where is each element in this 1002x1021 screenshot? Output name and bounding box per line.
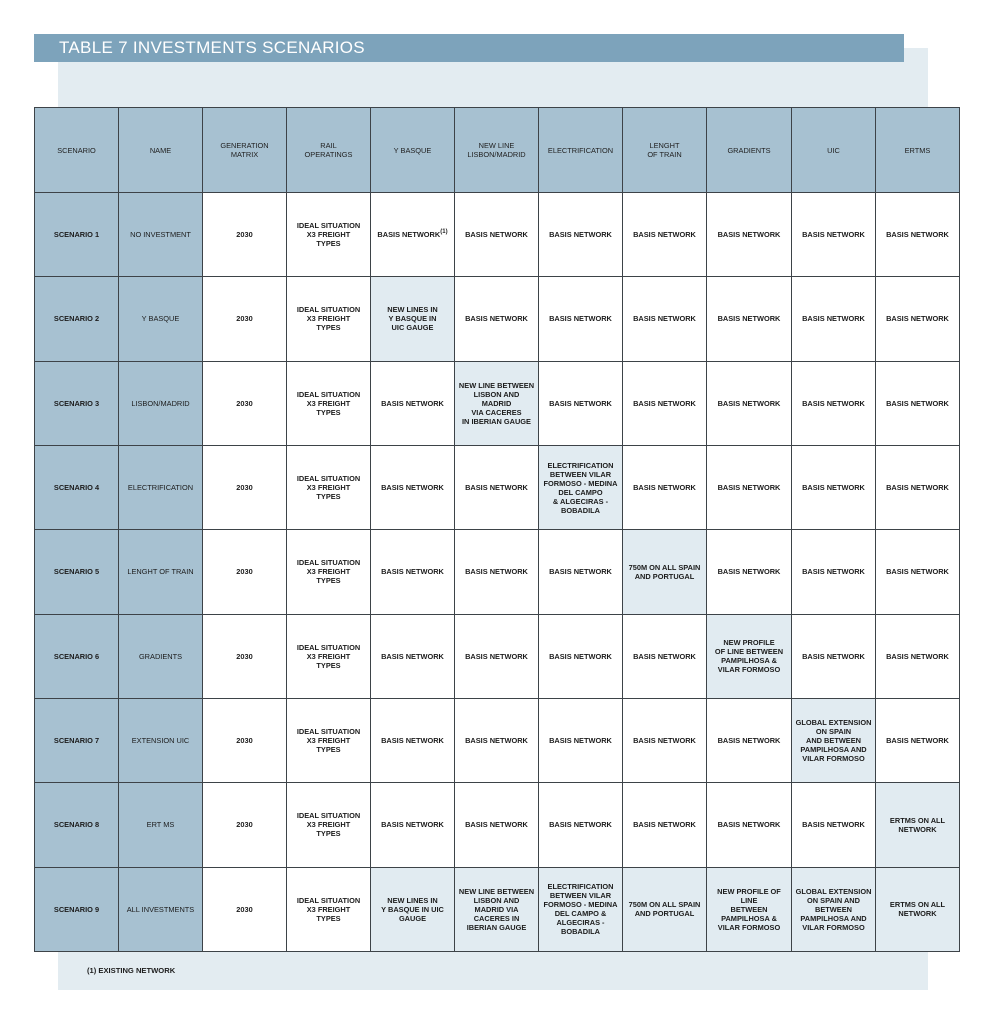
name-cell <box>119 698 203 782</box>
header-row <box>35 108 960 193</box>
cell-text: SCENARIO 2 <box>53 314 100 324</box>
scenarios-table <box>34 107 960 952</box>
rail-operatings-cell <box>287 867 371 951</box>
cell-text: NEW LINE BETWEEN LISBON AND MADRID VIA CACERES IN IBERIAN GAUGE <box>458 886 535 932</box>
cell-text: LISBON/MADRID <box>131 398 190 408</box>
cell-text: IDEAL SITUATION X3 FREIGHT TYPES <box>296 221 361 249</box>
gradients-cell <box>707 614 792 698</box>
train-length-cell <box>623 445 707 529</box>
cell-text: ALL INVESTMENTS <box>126 904 195 914</box>
gradients-cell <box>707 783 792 867</box>
cell-text: ELECTRIFICATION BETWEEN VILAR FORMOSO - MEDINA DEL CAMPO & ALGECIRAS - BOBADILA <box>543 882 618 937</box>
cell-text: 2030 <box>236 904 253 914</box>
footnote: (1) EXISTING NETWORK <box>87 966 176 975</box>
uic-cell <box>792 361 876 445</box>
col-header-generation-matrix: GENERATION MATRIX <box>203 108 287 193</box>
cell-text: BASIS NETWORK <box>381 567 444 577</box>
name-cell <box>119 193 203 277</box>
cell-text: BASIS NETWORK <box>381 736 444 746</box>
table-row <box>35 277 960 361</box>
scenario-cell <box>35 277 119 361</box>
lisbon-madrid-cell <box>455 698 539 782</box>
ertms-cell <box>876 867 960 951</box>
name-cell <box>119 867 203 951</box>
gradients-cell <box>707 445 792 529</box>
title-bar <box>34 34 904 62</box>
generation-matrix-cell <box>203 445 287 529</box>
cell-text: NEW LINES IN Y BASQUE IN UIC GAUGE <box>381 895 444 923</box>
scenario-cell <box>35 445 119 529</box>
cell-text: BASIS NETWORK <box>886 314 949 324</box>
cell-text: BASIS NETWORK <box>717 230 781 240</box>
name-cell <box>119 361 203 445</box>
electrification-cell <box>539 445 623 529</box>
y-basque-cell <box>371 361 455 445</box>
train-length-cell <box>623 530 707 614</box>
uic-cell <box>792 530 876 614</box>
col-header-name: NAME <box>119 108 203 193</box>
cell-text: BASIS NETWORK <box>717 483 781 493</box>
cell-text: BASIS NETWORK <box>886 398 949 408</box>
cell-text: BASIS NETWORK <box>717 820 781 830</box>
rail-operatings-cell <box>287 698 371 782</box>
cell-text: BASIS NETWORK <box>633 651 696 661</box>
ertms-cell <box>876 614 960 698</box>
cell-text: BASIS NETWORK <box>717 398 781 408</box>
train-length-cell <box>623 277 707 361</box>
cell-text: BASIS NETWORK <box>465 820 528 830</box>
cell-text: SCENARIO 8 <box>53 820 100 830</box>
col-header-electrification: ELECTRIFICATION <box>539 108 623 193</box>
cell-text: BASIS NETWORK <box>633 398 696 408</box>
table-row <box>35 614 960 698</box>
cell-text: NEW PROFILE OF LINE BETWEEN PAMPILHOSA & VILAR FORMOSO <box>714 638 784 675</box>
cell-text: EXTENSION UIC <box>131 736 190 746</box>
gradients-cell <box>707 698 792 782</box>
cell-text: BASIS NETWORK <box>633 230 696 240</box>
gradients-cell <box>707 530 792 614</box>
ertms-cell <box>876 783 960 867</box>
cell-text: BASIS NETWORK <box>465 230 528 240</box>
cell-text: IDEAL SITUATION X3 FREIGHT TYPES <box>296 895 361 923</box>
cell-text: 2030 <box>236 651 253 661</box>
uic-cell <box>792 277 876 361</box>
col-header-gradients: GRADIENTS <box>707 108 792 193</box>
cell-text: BASIS NETWORK <box>633 820 696 830</box>
generation-matrix-cell <box>203 867 287 951</box>
cell-text: BASIS NETWORK <box>717 736 781 746</box>
cell-text: GRADIENTS <box>138 651 183 661</box>
y-basque-cell <box>371 193 455 277</box>
cell-text: ERTMS ON ALL NETWORK <box>889 815 946 834</box>
col-header-uic: UIC <box>792 108 876 193</box>
cell-text: BASIS NETWORK <box>802 651 865 661</box>
cell-text: BASIS NETWORK <box>802 230 865 240</box>
cell-text: BASIS NETWORK <box>717 567 781 577</box>
cell-text: 2030 <box>236 398 253 408</box>
cell-text: LENGHT OF TRAIN <box>127 567 194 577</box>
generation-matrix-cell <box>203 361 287 445</box>
cell-text: IDEAL SITUATION X3 FREIGHT TYPES <box>296 558 361 586</box>
cell-text: 2030 <box>236 314 253 324</box>
col-header-scenario: SCENARIO <box>35 108 119 193</box>
cell-text: BASIS NETWORK <box>549 736 612 746</box>
generation-matrix-cell <box>203 614 287 698</box>
table-row <box>35 783 960 867</box>
cell-text: 2030 <box>236 820 253 830</box>
table-row <box>35 445 960 529</box>
cell-text: BASIS NETWORK <box>802 314 865 324</box>
ertms-cell <box>876 361 960 445</box>
y-basque-cell <box>371 614 455 698</box>
generation-matrix-cell <box>203 783 287 867</box>
cell-text: NEW PROFILE OF LINE BETWEEN PAMPILHOSA & VILAR FORMOSO <box>717 886 781 932</box>
scenario-cell <box>35 867 119 951</box>
table-row <box>35 361 960 445</box>
cell-text: GLOBAL EXTENSION ON SPAIN AND BETWEEN PAMPILHOSA AND VILAR FORMOSO <box>795 886 872 932</box>
cell-text: BASIS NETWORK <box>633 314 696 324</box>
ertms-cell <box>876 698 960 782</box>
y-basque-cell <box>371 530 455 614</box>
name-cell <box>119 277 203 361</box>
train-length-cell <box>623 361 707 445</box>
cell-text: SCENARIO 6 <box>53 651 100 661</box>
electrification-cell <box>539 614 623 698</box>
y-basque-cell <box>371 445 455 529</box>
gradients-cell <box>707 361 792 445</box>
cell-text: ERTMS ON ALL NETWORK <box>889 900 946 919</box>
rail-operatings-cell <box>287 445 371 529</box>
cell-text: 2030 <box>236 230 253 240</box>
cell-text: 2030 <box>236 483 253 493</box>
generation-matrix-cell <box>203 530 287 614</box>
cell-text: BASIS NETWORK <box>633 736 696 746</box>
cell-text: BASIS NETWORK <box>802 820 865 830</box>
cell-text: IDEAL SITUATION X3 FREIGHT TYPES <box>296 305 361 333</box>
cell-text: BASIS NETWORK <box>465 483 528 493</box>
cell-text: BASIS NETWORK <box>465 736 528 746</box>
gradients-cell <box>707 193 792 277</box>
scenario-cell <box>35 361 119 445</box>
cell-text: BASIS NETWORK <box>549 230 612 240</box>
cell-text: BASIS NETWORK <box>886 483 949 493</box>
train-length-cell <box>623 193 707 277</box>
lisbon-madrid-cell <box>455 783 539 867</box>
cell-text: IDEAL SITUATION X3 FREIGHT TYPES <box>296 389 361 417</box>
table-row <box>35 193 960 277</box>
scenario-cell <box>35 530 119 614</box>
gradients-cell <box>707 867 792 951</box>
name-cell <box>119 783 203 867</box>
generation-matrix-cell <box>203 193 287 277</box>
cell-text: Y BASQUE <box>141 314 180 324</box>
rail-operatings-cell <box>287 614 371 698</box>
electrification-cell <box>539 277 623 361</box>
cell-text: SCENARIO 3 <box>53 398 100 408</box>
ertms-cell <box>876 445 960 529</box>
cell-text: BASIS NETWORK <box>381 483 444 493</box>
cell-text: BASIS NETWORK <box>549 651 612 661</box>
scenario-cell <box>35 614 119 698</box>
lisbon-madrid-cell <box>455 614 539 698</box>
footnote-marker: (1) <box>440 229 448 236</box>
cell-text: NEW LINE BETWEEN LISBON AND MADRID VIA CACERES IN IBERIAN GAUGE <box>458 380 535 426</box>
train-length-cell <box>623 698 707 782</box>
lisbon-madrid-cell <box>455 867 539 951</box>
ertms-cell <box>876 530 960 614</box>
uic-cell <box>792 445 876 529</box>
name-cell <box>119 614 203 698</box>
cell-text: BASIS NETWORK <box>549 567 612 577</box>
cell-text: GLOBAL EXTENSION ON SPAIN AND BETWEEN PAMPILHOSA AND VILAR FORMOSO <box>795 718 872 764</box>
lisbon-madrid-cell <box>455 361 539 445</box>
col-header-ertms: ERTMS <box>876 108 960 193</box>
lisbon-madrid-cell <box>455 277 539 361</box>
cell-text: IDEAL SITUATION X3 FREIGHT TYPES <box>296 727 361 755</box>
y-basque-cell <box>371 783 455 867</box>
cell-text: BASIS NETWORK <box>886 651 949 661</box>
cell-text: NEW LINES IN Y BASQUE IN UIC GAUGE <box>387 305 438 333</box>
cell-text: IDEAL SITUATION X3 FREIGHT TYPES <box>296 642 361 670</box>
cell-text: BASIS NETWORK <box>717 314 781 324</box>
gradients-cell <box>707 277 792 361</box>
cell-text: 750M ON ALL SPAIN AND PORTUGAL <box>628 900 701 919</box>
cell-text: BASIS NETWORK <box>381 820 444 830</box>
cell-text: BASIS NETWORK <box>802 483 865 493</box>
electrification-cell <box>539 530 623 614</box>
uic-cell <box>792 698 876 782</box>
rail-operatings-cell <box>287 361 371 445</box>
rail-operatings-cell <box>287 277 371 361</box>
cell-text: BASIS NETWORK <box>465 567 528 577</box>
train-length-cell <box>623 783 707 867</box>
train-length-cell <box>623 614 707 698</box>
rail-operatings-cell <box>287 193 371 277</box>
cell-text: IDEAL SITUATION X3 FREIGHT TYPES <box>296 811 361 839</box>
cell-text: SCENARIO 7 <box>53 736 100 746</box>
cell-text: BASIS NETWORK <box>549 398 612 408</box>
table-row <box>35 530 960 614</box>
cell-text: BASIS NETWORK <box>465 651 528 661</box>
cell-text: SCENARIO 5 <box>53 567 100 577</box>
col-header-lisbon-madrid: NEW LINE LISBON/MADRID <box>455 108 539 193</box>
cell-text: BASIS NETWORK <box>802 398 865 408</box>
cell-text: SCENARIO 1 <box>53 230 100 240</box>
cell-text: SCENARIO 9 <box>53 904 100 914</box>
scenario-cell <box>35 783 119 867</box>
rail-operatings-cell <box>287 530 371 614</box>
cell-text: SCENARIO 4 <box>53 483 100 493</box>
y-basque-cell <box>371 277 455 361</box>
electrification-cell <box>539 867 623 951</box>
cell-text: BASIS NETWORK <box>549 820 612 830</box>
cell-text: BASIS NETWORK <box>802 567 865 577</box>
cell-text: BASIS NETWORK <box>549 314 612 324</box>
cell-text: ERT MS <box>146 820 175 830</box>
ertms-cell <box>876 193 960 277</box>
col-header-rail-operatings: RAIL OPERATINGS <box>287 108 371 193</box>
cell-text: ELECTRIFICATION BETWEEN VILAR FORMOSO - MEDINA DEL CAMPO & ALGECIRAS - BOBADILA <box>543 460 618 515</box>
electrification-cell <box>539 698 623 782</box>
ertms-cell <box>876 277 960 361</box>
cell-text: 2030 <box>236 567 253 577</box>
cell-text: ELECTRIFICATION <box>127 483 194 493</box>
table-row <box>35 867 960 951</box>
uic-cell <box>792 193 876 277</box>
electrification-cell <box>539 193 623 277</box>
scenario-cell <box>35 193 119 277</box>
cell-text: BASIS NETWORK <box>886 567 949 577</box>
lisbon-madrid-cell <box>455 193 539 277</box>
cell-text: 2030 <box>236 736 253 746</box>
electrification-cell <box>539 783 623 867</box>
cell-text: IDEAL SITUATION X3 FREIGHT TYPES <box>296 474 361 502</box>
uic-cell <box>792 783 876 867</box>
cell-text: BASIS NETWORK <box>465 314 528 324</box>
y-basque-cell <box>371 698 455 782</box>
generation-matrix-cell <box>203 277 287 361</box>
scenario-cell <box>35 698 119 782</box>
lisbon-madrid-cell <box>455 530 539 614</box>
cell-text: BASIS NETWORK <box>633 483 696 493</box>
cell-text: BASIS NETWORK <box>886 230 949 240</box>
cell-text: BASIS NETWORK <box>381 398 444 408</box>
uic-cell <box>792 614 876 698</box>
electrification-cell <box>539 361 623 445</box>
col-header-length-of-train: LENGHT OF TRAIN <box>623 108 707 193</box>
cell-text: NO INVESTMENT <box>130 230 191 240</box>
rail-operatings-cell <box>287 783 371 867</box>
col-header-y-basque: Y BASQUE <box>371 108 455 193</box>
cell-text: BASIS NETWORK <box>381 651 444 661</box>
cell-text: BASIS NETWORK <box>377 230 441 240</box>
page-title: TABLE 7 INVESTMENTS SCENARIOS <box>59 38 365 57</box>
cell-text: 750M ON ALL SPAIN AND PORTUGAL <box>628 562 701 581</box>
generation-matrix-cell <box>203 698 287 782</box>
lisbon-madrid-cell <box>455 445 539 529</box>
name-cell <box>119 530 203 614</box>
uic-cell <box>792 867 876 951</box>
table-row <box>35 698 960 782</box>
train-length-cell <box>623 867 707 951</box>
cell-text: BASIS NETWORK <box>886 736 949 746</box>
y-basque-cell <box>371 867 455 951</box>
name-cell <box>119 445 203 529</box>
